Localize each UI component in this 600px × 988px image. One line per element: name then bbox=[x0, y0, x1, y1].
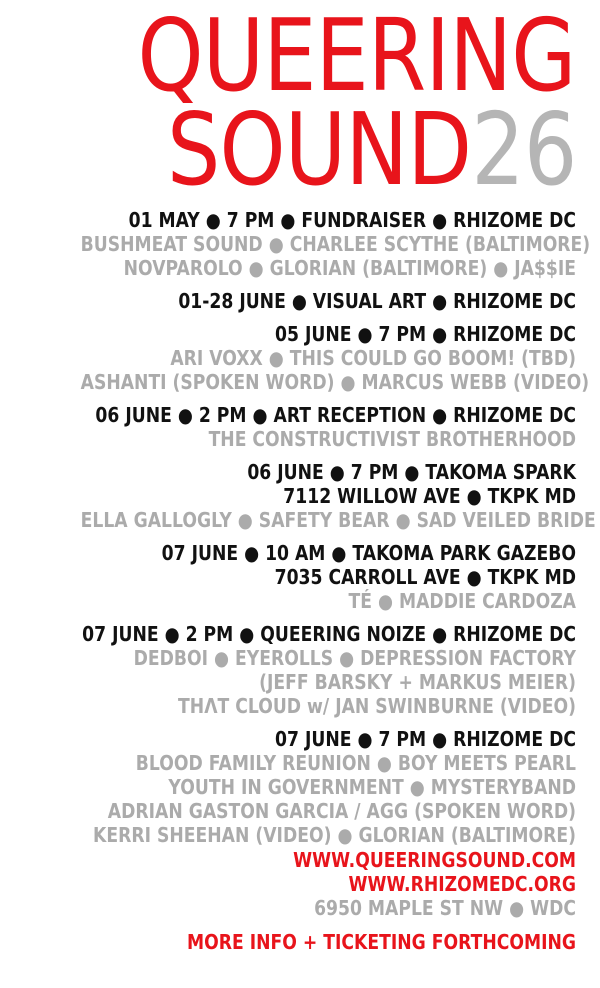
footer-spacer bbox=[0, 920, 576, 930]
event-lineup-line: TÉ ● MADDIE CARDOZA bbox=[348, 589, 576, 613]
event-heading-line: 07 JUNE ● 7 PM ● RHIZOME DC bbox=[275, 727, 576, 751]
event-block bbox=[0, 322, 590, 394]
event-heading-line: 05 JUNE ● 7 PM ● RHIZOME DC bbox=[275, 322, 576, 346]
title-sound-26 bbox=[166, 91, 576, 208]
event-block bbox=[0, 622, 576, 718]
event-lineup-line: KERRI SHEEHAN (VIDEO) ● GLORIAN (BALTIMORE) bbox=[93, 823, 576, 847]
event-block bbox=[0, 541, 576, 613]
event-block bbox=[0, 403, 576, 451]
title-year-number: 26 bbox=[470, 91, 576, 208]
event-heading-line: 06 JUNE ● 7 PM ● TAKOMA SPARK bbox=[247, 460, 577, 484]
event-heading-line: 01-28 JUNE ● VISUAL ART ● RHIZOME DC bbox=[178, 289, 576, 313]
event-block bbox=[0, 289, 576, 313]
event-lineup-line: (JEFF BARSKY + MARKUS MEIER) bbox=[259, 670, 576, 694]
title-queering: QUEERING bbox=[137, 0, 576, 114]
event-schedule bbox=[0, 208, 596, 856]
website-queeringsound-link[interactable]: WWW.QUEERINGSOUND.COM bbox=[293, 848, 576, 872]
event-heading-line: 7112 WILLOW AVE ● TKPK MD bbox=[283, 484, 576, 508]
footer bbox=[0, 848, 576, 954]
website-rhizomedc-link[interactable]: WWW.RHIZOMEDC.ORG bbox=[348, 872, 576, 896]
event-block bbox=[0, 727, 576, 847]
event-heading-line: 07 JUNE ● 2 PM ● QUEERING NOIZE ● RHIZOME DC bbox=[82, 622, 576, 646]
event-heading-line: 06 JUNE ● 2 PM ● ART RECEPTION ● RHIZOME DC bbox=[95, 403, 576, 427]
event-lineup-line: NOVPAROLO ● GLORIAN (BALTIMORE) ● JA$$IE bbox=[123, 256, 576, 280]
event-block bbox=[0, 208, 591, 280]
event-lineup-line: THɅT CLOUD w/ JAN SWINBURNE (VIDEO) bbox=[178, 694, 576, 718]
event-lineup-line: ELLA GALLOGLY ● SAFETY BEAR ● SAD VEILED BRIDE bbox=[80, 508, 596, 532]
event-lineup-line: ARI VOXX ● THIS COULD GO BOOM! (TBD) bbox=[170, 346, 576, 370]
event-lineup-line: YOUTH IN GOVERNMENT ● MYSTERYBAND bbox=[168, 775, 576, 799]
event-lineup-line: BUSHMEAT SOUND ● CHARLEE SCYTHE (BALTIMORE) bbox=[80, 232, 591, 256]
event-lineup-line: THE CONSTRUCTIVIST BROTHERHOOD bbox=[208, 427, 576, 451]
event-heading-line: 7035 CARROLL AVE ● TKPK MD bbox=[274, 565, 576, 589]
event-lineup-line: ASHANTI (SPOKEN WORD) ● MARCUS WEBB (VIDEO) bbox=[80, 370, 590, 394]
event-lineup-line: BLOOD FAMILY REUNION ● BOY MEETS PEARL bbox=[135, 751, 576, 775]
title-sound: SOUND bbox=[166, 91, 471, 208]
venue-address: 6950 MAPLE ST NW ● WDC bbox=[314, 896, 576, 920]
event-heading-line: 07 JUNE ● 10 AM ● TAKOMA PARK GAZEBO bbox=[161, 541, 576, 565]
event-lineup-line: ADRIAN GASTON GARCIA / AGG (SPOKEN WORD) bbox=[107, 799, 576, 823]
event-lineup-line: DEDBOI ● EYEROLLS ● DEPRESSION FACTORY bbox=[133, 646, 577, 670]
event-heading-line: 01 MAY ● 7 PM ● FUNDRAISER ● RHIZOME DC bbox=[128, 208, 576, 232]
ticketing-notice: MORE INFO + TICKETING FORTHCOMING bbox=[187, 930, 576, 954]
event-block bbox=[0, 460, 596, 532]
